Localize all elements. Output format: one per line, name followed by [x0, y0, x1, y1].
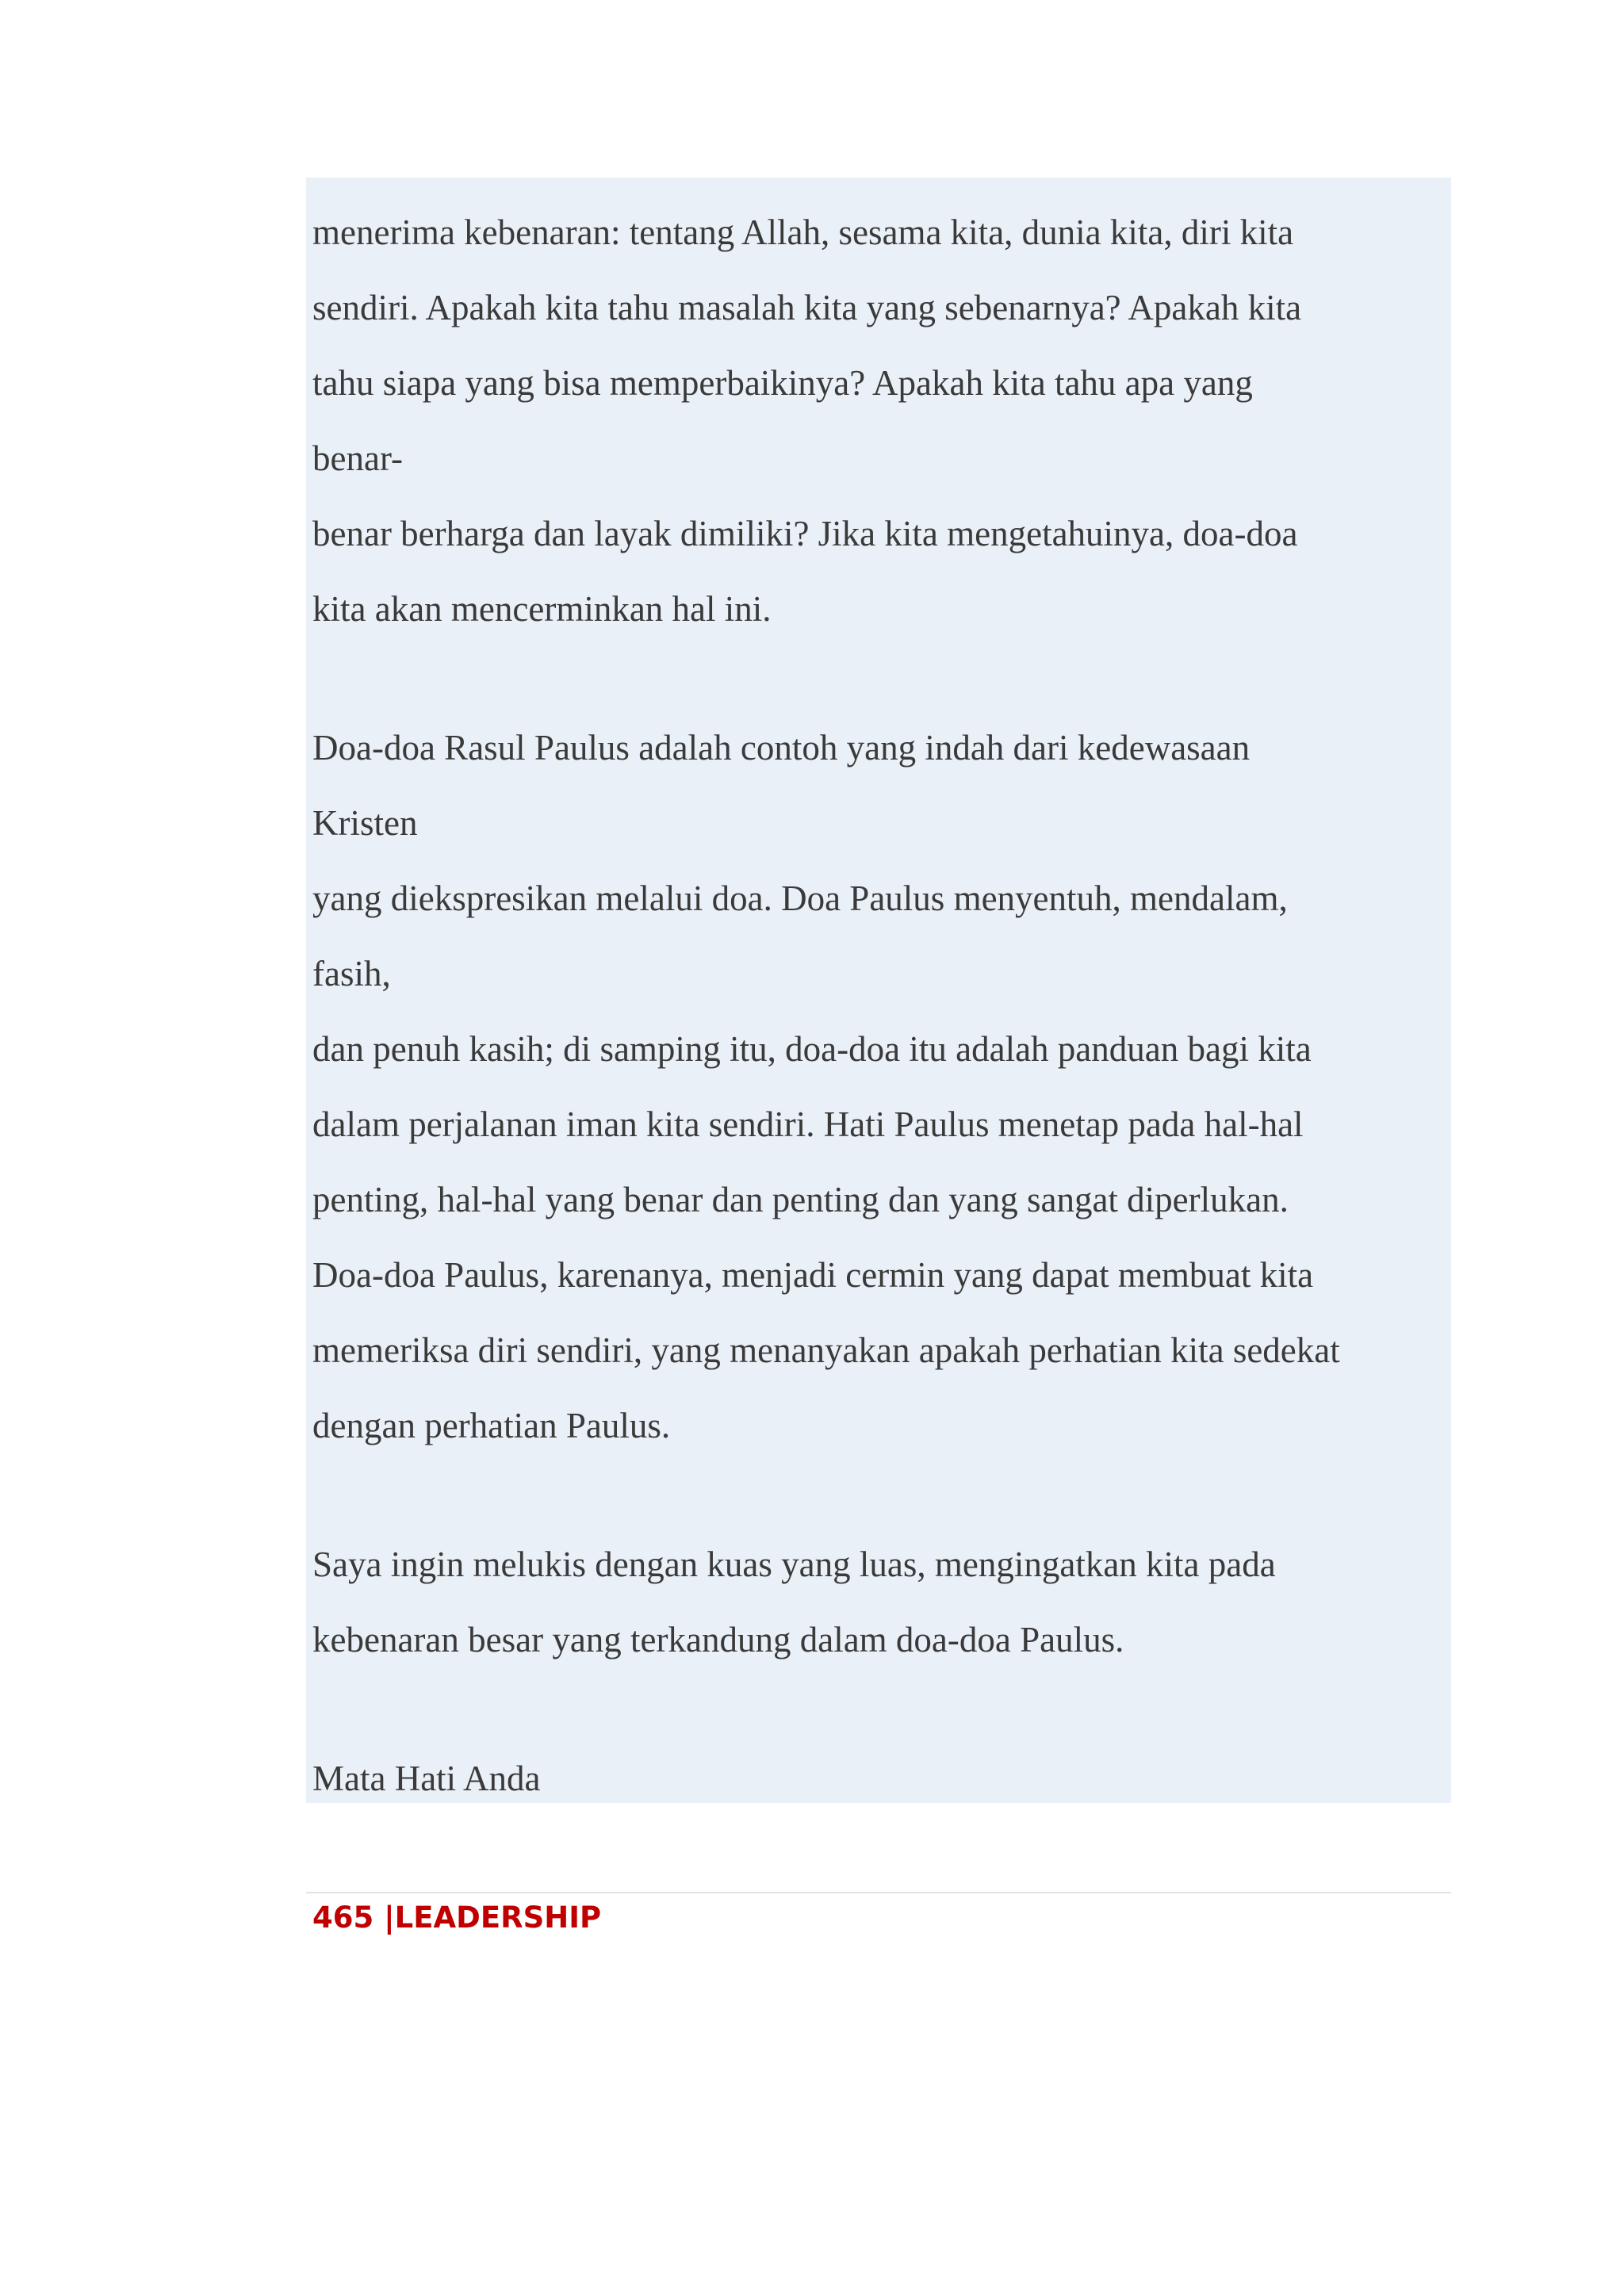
body-line-13: penting, hal-hal yang benar dan penting dan yang sangat diperlukan.	[312, 1180, 1289, 1219]
body-line-7: Doa-doa Rasul Paulus adalah contoh yang indah dari kedewasaan	[312, 728, 1251, 768]
body-line-8: Kristen	[312, 803, 418, 843]
body-line-5: benar berharga dan layak dimiliki? Jika kita mengetahuinya, doa-doa	[312, 514, 1298, 553]
body-line-9: yang diekspresikan melalui doa. Doa Paulus menyentuh, mendalam,	[312, 879, 1288, 918]
body-line-15: memeriksa diri sendiri, yang menanyakan apakah perhatian kita sedekat	[312, 1330, 1340, 1370]
closing-line: Mata Hati Anda	[312, 1759, 541, 1798]
body-line-3: tahu siapa yang bisa memperbaikinya? Apakah kita tahu apa yang	[312, 363, 1253, 403]
body-line-1: menerima kebenaran: tentang Allah, sesama kita, dunia kita, diri kita	[312, 212, 1294, 252]
footer-divider	[306, 1892, 1451, 1893]
body-line-14: Doa-doa Paulus, karenanya, menjadi cermin yang dapat membuat kita	[312, 1255, 1314, 1295]
body-line-6: kita akan mencerminkan hal ini.	[312, 589, 772, 629]
body-line-17: Saya ingin melukis dengan kuas yang luas, mengingatkan kita pada	[312, 1545, 1276, 1584]
body-line-4: benar-	[312, 438, 404, 478]
body-line-16: dengan perhatian Paulus.	[312, 1406, 671, 1445]
body-line-10: fasih,	[312, 954, 391, 993]
body-line-12: dalam perjalanan iman kita sendiri. Hati Paulus menetap pada hal-hal	[312, 1104, 1304, 1144]
body-line-2: sendiri. Apakah kita tahu masalah kita yang sebenarnya? Apakah kita	[312, 288, 1302, 327]
body-line-11: dan penuh kasih; di samping itu, doa-doa itu adalah panduan bagi kita	[312, 1029, 1312, 1069]
body-line-18: kebenaran besar yang terkandung dalam doa-doa Paulus.	[312, 1620, 1124, 1659]
page-footer-label: 465 |LEADERSHIP	[312, 1901, 602, 1935]
